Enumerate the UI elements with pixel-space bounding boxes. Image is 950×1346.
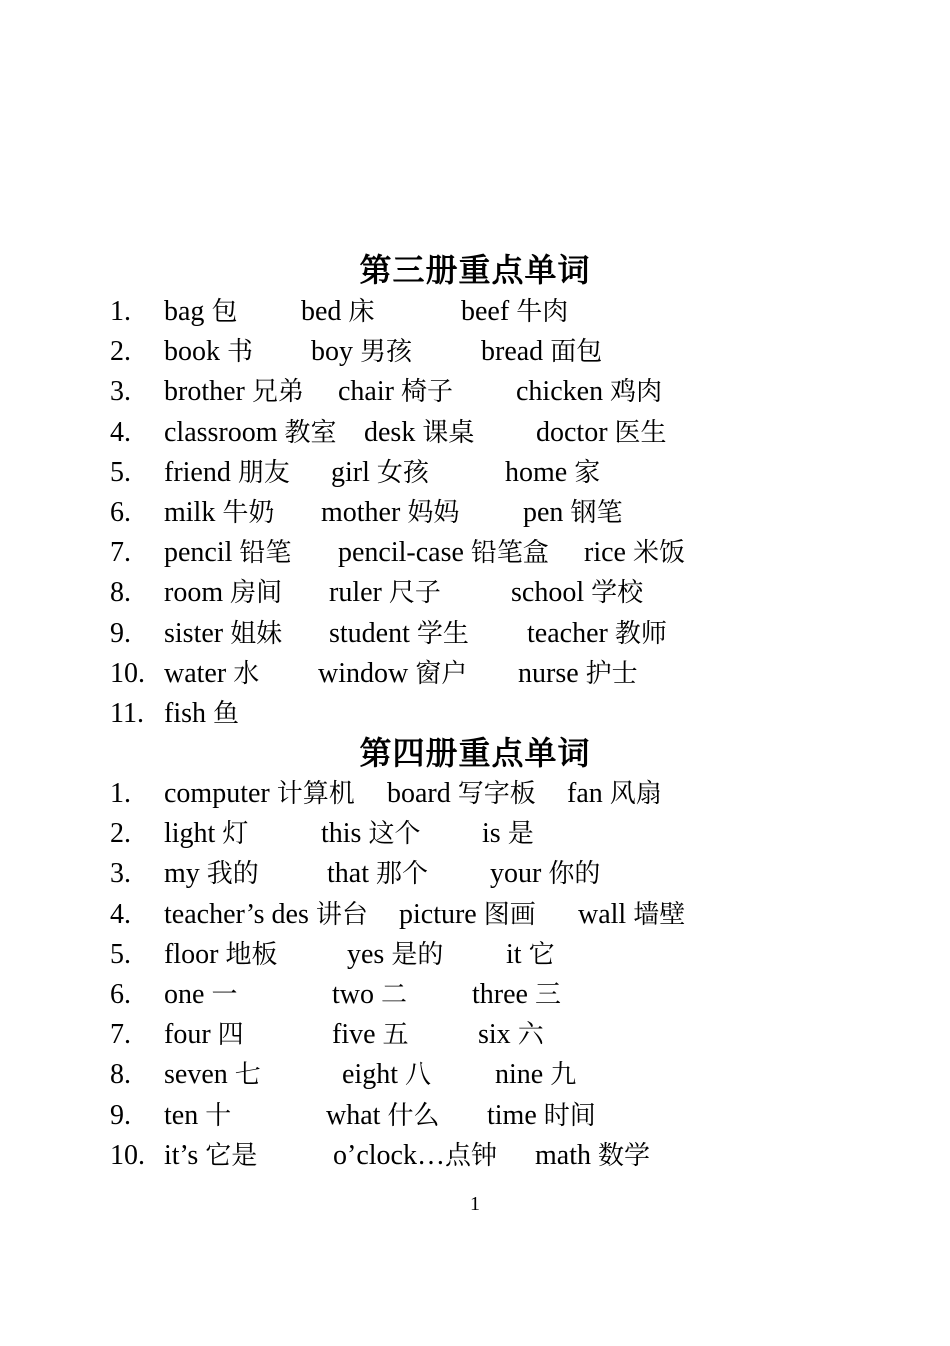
list-item (110, 372, 910, 412)
english-word: nine (495, 1059, 544, 1091)
english-word: rice (584, 537, 626, 569)
list-item (110, 975, 910, 1015)
word-entry (364, 413, 474, 453)
vocab-list-book4 (110, 774, 910, 1176)
word-entry (584, 533, 685, 573)
english-word: classroom (164, 416, 278, 448)
item-number: 6. (110, 496, 131, 528)
item-number: 9. (110, 1099, 131, 1131)
english-word: chair (338, 376, 394, 408)
chinese-word: 米饭 (632, 538, 685, 569)
chinese-word: 铅笔盒 (470, 538, 549, 569)
chinese-word: 三 (534, 979, 561, 1010)
word-entry (472, 975, 561, 1015)
english-word: wall (578, 898, 627, 930)
word-entry (342, 1055, 431, 1095)
english-word: pencil-case (338, 537, 464, 569)
word-entry (332, 975, 407, 1015)
chinese-word: 时间 (543, 1100, 596, 1131)
word-entry (506, 935, 555, 975)
english-word: water (164, 657, 227, 689)
english-word: that (327, 858, 369, 890)
item-number: 9. (110, 617, 131, 649)
word-entry (331, 453, 429, 493)
list-item (110, 1096, 910, 1136)
word-entry (164, 614, 282, 654)
word-entry (578, 895, 685, 935)
list-item (110, 453, 910, 493)
word-entry (536, 413, 667, 453)
item-number: 4. (110, 898, 131, 930)
chinese-word: 五 (382, 1020, 409, 1051)
chinese-word: 医生 (614, 417, 667, 448)
item-number: 2. (110, 336, 131, 368)
list-item (110, 694, 910, 734)
item-number: 7. (110, 537, 131, 569)
english-word: friend (164, 456, 231, 488)
chinese-word: 朋友 (237, 457, 290, 488)
english-word: time (487, 1099, 537, 1131)
english-word: it (506, 938, 522, 970)
word-entry (490, 854, 600, 894)
list-item (110, 774, 910, 814)
chinese-word: 护士 (585, 658, 638, 689)
word-entry (333, 1136, 497, 1176)
list-item (110, 292, 910, 332)
english-word: girl (331, 456, 370, 488)
english-word: doctor (536, 416, 608, 448)
word-entry (164, 1015, 244, 1055)
english-word: ten (164, 1099, 199, 1131)
chinese-word: 九 (550, 1060, 577, 1091)
english-word: boy (311, 336, 353, 368)
chinese-word: 面包 (550, 337, 603, 368)
english-word: bread (481, 336, 544, 368)
word-entry (518, 654, 638, 694)
english-word: desk (364, 416, 416, 448)
english-word: home (505, 456, 568, 488)
word-entry (527, 614, 667, 654)
word-entry (338, 372, 453, 412)
chinese-word: 学生 (416, 618, 469, 649)
english-word: what (326, 1099, 381, 1131)
item-number: 10. (110, 657, 145, 689)
chinese-word: 女孩 (376, 457, 429, 488)
word-entry (347, 935, 443, 975)
item-number: 3. (110, 376, 131, 408)
chinese-word: 讲台 (315, 899, 368, 930)
word-entry (318, 654, 467, 694)
section-title-book4: 第四册重点单词 (359, 734, 591, 772)
chinese-word: 点钟 (444, 1140, 497, 1171)
english-word: fan (567, 778, 603, 809)
english-word: ruler (329, 577, 382, 609)
english-word: school (511, 577, 585, 609)
page-number: 1 (470, 1193, 480, 1215)
chinese-word: 它是 (205, 1140, 258, 1171)
vocab-list-book3 (110, 292, 910, 734)
word-entry (164, 493, 274, 533)
word-entry (338, 533, 549, 573)
list-item (110, 935, 910, 975)
chinese-word: 这个 (368, 819, 421, 850)
chinese-word: 铅笔 (239, 538, 292, 569)
word-entry (326, 1096, 439, 1136)
english-word: student (329, 617, 410, 649)
english-word: computer (164, 778, 270, 809)
item-number: 10. (110, 1139, 145, 1171)
chinese-word: 二 (381, 979, 408, 1010)
english-word: mother (321, 496, 401, 528)
list-item (110, 854, 910, 894)
english-word: is (482, 818, 501, 850)
chinese-word: 牛奶 (222, 497, 275, 528)
item-number: 8. (110, 1059, 131, 1091)
word-entry (164, 854, 259, 894)
item-number: 6. (110, 978, 131, 1010)
word-entry (487, 1096, 596, 1136)
chinese-word: 计算机 (276, 779, 355, 809)
chinese-word: 你的 (548, 859, 601, 890)
word-entry (478, 1015, 544, 1055)
word-entry (505, 453, 600, 493)
word-entry (481, 332, 602, 372)
list-item (110, 533, 910, 573)
list-item (110, 654, 910, 694)
item-number: 5. (110, 938, 131, 970)
chinese-word: 灯 (222, 819, 249, 850)
chinese-word: 地板 (225, 939, 278, 970)
chinese-word: 一 (211, 979, 238, 1010)
word-entry (461, 292, 568, 332)
english-word: floor (164, 938, 219, 970)
word-entry (511, 573, 643, 613)
word-entry (164, 1136, 257, 1176)
word-entry (329, 573, 441, 613)
chinese-word: 墙壁 (633, 899, 686, 930)
chinese-word: 牛肉 (516, 297, 569, 327)
english-word: this (321, 818, 362, 850)
english-word: seven (164, 1059, 228, 1091)
chinese-word: 尺子 (388, 578, 441, 609)
word-entry (535, 1136, 650, 1176)
chinese-word: 七 (234, 1060, 261, 1091)
list-item (110, 614, 910, 654)
chinese-word: 我的 (206, 859, 259, 890)
item-number: 3. (110, 858, 131, 890)
chinese-word: 它 (528, 939, 555, 970)
list-item (110, 413, 910, 453)
english-word: your (490, 858, 542, 890)
chinese-word: 鱼 (213, 698, 240, 729)
word-entry (523, 493, 622, 533)
word-entry (164, 814, 248, 854)
chinese-word: 男孩 (360, 337, 413, 368)
list-item (110, 895, 910, 935)
chinese-word: 八 (405, 1060, 432, 1091)
section-title-book3: 第三册重点单词 (359, 251, 591, 289)
word-entry (164, 453, 290, 493)
chinese-word: 椅子 (400, 377, 453, 408)
list-item (110, 573, 910, 613)
word-entry (164, 332, 253, 372)
chinese-word: 兄弟 (251, 377, 304, 408)
word-entry (399, 895, 536, 935)
english-word: nurse (518, 657, 579, 689)
chinese-word: 是 (507, 819, 534, 850)
word-entry (164, 413, 337, 453)
word-entry (164, 694, 239, 734)
word-entry (321, 814, 420, 854)
chinese-word: 四 (217, 1020, 244, 1051)
english-word: five (332, 1019, 376, 1051)
english-word: teacher’s des (164, 898, 309, 930)
english-word: it’s (164, 1139, 199, 1171)
word-entry (164, 292, 237, 332)
chinese-word: 钢笔 (570, 497, 623, 528)
chinese-word: 窗户 (415, 658, 468, 689)
chinese-word: 教室 (284, 417, 337, 448)
word-entry (332, 1015, 409, 1055)
english-word: eight (342, 1059, 398, 1091)
english-word: pen (523, 496, 564, 528)
word-entry (301, 292, 374, 332)
word-entry (329, 614, 469, 654)
chinese-word: 什么 (387, 1100, 440, 1131)
list-item (110, 1055, 910, 1095)
item-number: 7. (110, 1019, 131, 1051)
word-entry (495, 1055, 576, 1095)
word-entry (516, 372, 662, 412)
word-entry (164, 533, 291, 573)
english-word: my (164, 858, 200, 890)
chinese-word: 妈妈 (407, 497, 460, 528)
word-entry (387, 774, 536, 814)
chinese-word: 鸡肉 (610, 377, 663, 408)
chinese-word: 房间 (230, 578, 283, 609)
word-entry (164, 935, 277, 975)
word-entry (164, 975, 237, 1015)
chinese-word: 写字板 (457, 779, 536, 809)
item-number: 4. (110, 416, 131, 448)
word-entry (164, 372, 304, 412)
english-word: milk (164, 496, 216, 528)
word-entry (164, 895, 368, 935)
english-word: window (318, 657, 409, 689)
english-word: bag (164, 296, 205, 327)
list-item (110, 332, 910, 372)
english-word: light (164, 818, 216, 850)
chinese-word: 教师 (614, 618, 667, 649)
word-entry (164, 654, 259, 694)
english-word: two (332, 978, 374, 1010)
chinese-word: 十 (205, 1100, 232, 1131)
english-word: picture (399, 898, 477, 930)
list-item (110, 1015, 910, 1055)
list-item (110, 493, 910, 533)
english-word: one (164, 978, 205, 1010)
chinese-word: 课桌 (422, 417, 475, 448)
chinese-word: 图画 (483, 899, 536, 930)
chinese-word: 是的 (391, 939, 444, 970)
word-entry (164, 774, 355, 814)
english-word: teacher (527, 617, 608, 649)
chinese-word: 书 (227, 337, 254, 368)
chinese-word: 姐妹 (230, 618, 283, 649)
chinese-word: 水 (233, 658, 260, 689)
english-word: math (535, 1139, 591, 1171)
english-word: four (164, 1019, 211, 1051)
item-number: 8. (110, 577, 131, 609)
english-word: book (164, 336, 220, 368)
english-word: sister (164, 617, 224, 649)
english-word: brother (164, 376, 245, 408)
word-entry (164, 1096, 231, 1136)
word-entry (327, 854, 428, 894)
english-word: room (164, 577, 224, 609)
word-entry (567, 774, 662, 814)
english-word: yes (347, 938, 385, 970)
english-word: beef (461, 296, 510, 327)
chinese-word: 风扇 (609, 779, 662, 809)
english-word: board (387, 778, 451, 809)
word-entry (164, 573, 282, 613)
item-number: 2. (110, 818, 131, 850)
list-item (110, 814, 910, 854)
item-number: 1. (110, 778, 131, 809)
english-word: three (472, 978, 528, 1010)
chinese-word: 学校 (591, 578, 644, 609)
chinese-word: 那个 (376, 859, 429, 890)
english-word: bed (301, 296, 342, 327)
english-word: pencil (164, 537, 233, 569)
word-entry (482, 814, 534, 854)
chinese-word: 床 (348, 297, 375, 327)
item-number: 5. (110, 456, 131, 488)
word-entry (164, 1055, 261, 1095)
list-item (110, 1136, 910, 1176)
item-number: 1. (110, 296, 131, 327)
chinese-word: 六 (517, 1020, 544, 1051)
word-entry (321, 493, 459, 533)
chinese-word: 包 (211, 297, 238, 327)
chinese-word: 家 (574, 457, 601, 488)
english-word: chicken (516, 376, 604, 408)
item-number: 11. (110, 697, 144, 729)
english-word: o’clock… (333, 1139, 445, 1171)
english-word: fish (164, 697, 206, 729)
english-word: six (478, 1019, 511, 1051)
chinese-word: 数学 (598, 1140, 651, 1171)
word-entry (311, 332, 412, 372)
